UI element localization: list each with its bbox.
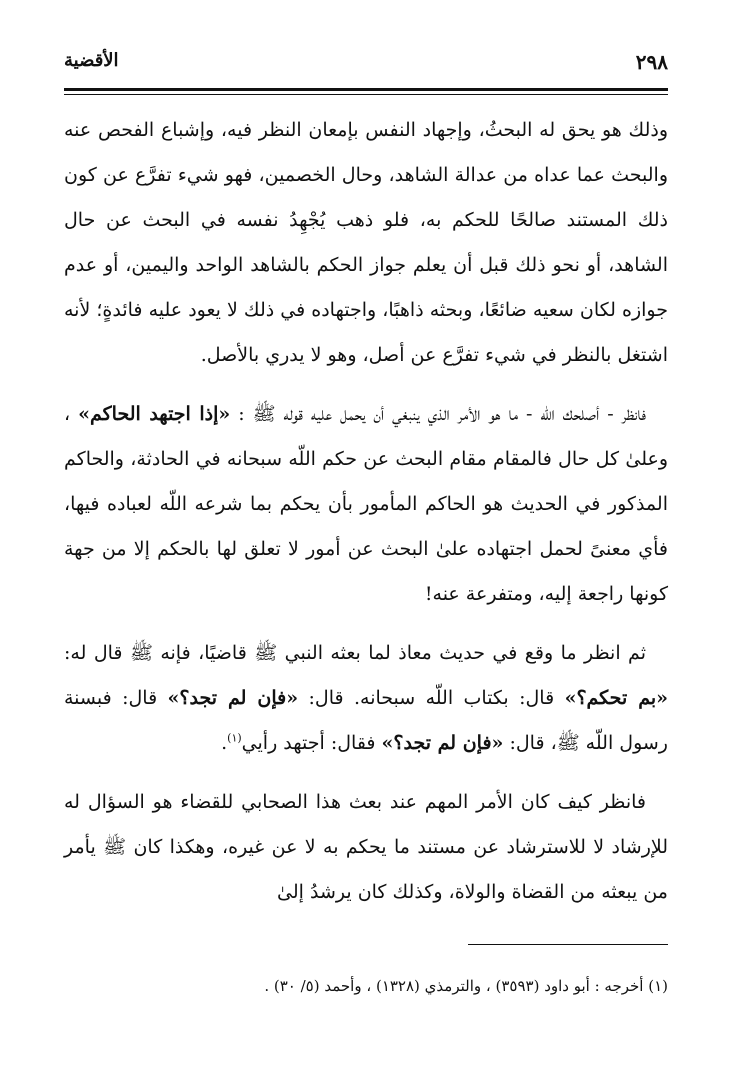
footnote-separator <box>468 944 668 945</box>
paragraph-3-text-d: فقال: أجتهد رأيي <box>241 732 382 754</box>
footnote: (١) أخرجه : أبو داود (٣٥٩٣) ، والترمذي (١٣٢٨) ، وأحمد (٥/ ٣٠) . <box>264 977 668 995</box>
header-rule-thin <box>64 94 668 95</box>
paragraph-3 <box>64 631 668 766</box>
hadith-quote-question-2: «فإن لم تجد؟» <box>167 687 299 709</box>
paragraph-2 <box>64 392 668 617</box>
page-header <box>64 44 668 88</box>
paragraph-3-text-e: . <box>221 732 228 754</box>
hadith-quote-question-3: «فإن لم تجد؟» <box>381 732 504 754</box>
paragraph-2-text-b: ، وعلىٰ كل حال فالمقام مقام البحث عن حكم اللّه سبحانه في الحادثة، والحاكم المذكور في الحديث هو الحاكم المأمور بأن يحكم بما شرعه اللّه لعباده فيها، فأي معنىً لحمل اجتهاده علىٰ البحث عن أمور لا تعلق لها بالحكم إلا من جهة كونها راجعة إليه، ومتفرعة عنه! <box>64 403 668 605</box>
page-body <box>64 108 668 929</box>
paragraph-3-text-c: قال: فبسنة رسول اللّه ﷺ، قال: <box>64 687 668 754</box>
paragraph-1: وذلك هو يحق له البحثُ، وإجهاد النفس بإمعان النظر فيه، وإشباع الفحص عنه والبحث عما عداه من عدالة الشاهد، وحال الخصمين، فهو شيء تفرَّع عن كون ذلك المستند صالحًا للحكم به، فلو ذهب يُجْهِدُ نفسه في البحث عن حال الشاهد، أو نحو ذلك قبل أن يعلم جواز الحكم بالشاهد الواحد واليمين، أو عدم جوازه لكان سعيه ضائعًا، وبحثه ذاهبًا، واجتهاده في ذلك لا يعود عليه فائدةٍ؛ لأنه اشتغل بالنظر في شيء تفرَّع عن أصل، وهو لا يدري بالأصل. <box>64 119 668 366</box>
paragraph-3-text-b: قال: بكتاب اللّه سبحانه. قال: <box>298 687 565 709</box>
paragraph-4: فانظر كيف كان الأمر المهم عند بعث هذا الصحابي للقضاء هو السؤال له للإرشاد لا للاسترشاد عن مستند ما يحكم به لا عن غيره، وهكذا كان ﷺ يأمر من يبعثه من القضاة والولاة، وكذلك كان يرشدُ إلىٰ <box>64 791 668 903</box>
header-rule-thick <box>64 88 668 91</box>
page-number: ٢٩٨ <box>635 50 668 74</box>
paragraph-2-text-a: فانظر - أصلحك اللّه - ما هو الأمر الذي ينبغي أن يحمل عليه قوله ﷺ : <box>230 403 647 425</box>
footnote-reference[interactable]: (١) <box>227 731 242 745</box>
hadith-quote: «إذا اجتهد الحاكم» <box>78 403 231 425</box>
chapter-title: الأقضية <box>64 50 119 71</box>
paragraph-3-text-a: ثم انظر ما وقع في حديث معاذ لما بعثه النبي ﷺ قاضيًا، فإنه ﷺ قال له: <box>64 642 646 664</box>
hadith-quote-question-1: «بم تحكم؟» <box>564 687 669 709</box>
